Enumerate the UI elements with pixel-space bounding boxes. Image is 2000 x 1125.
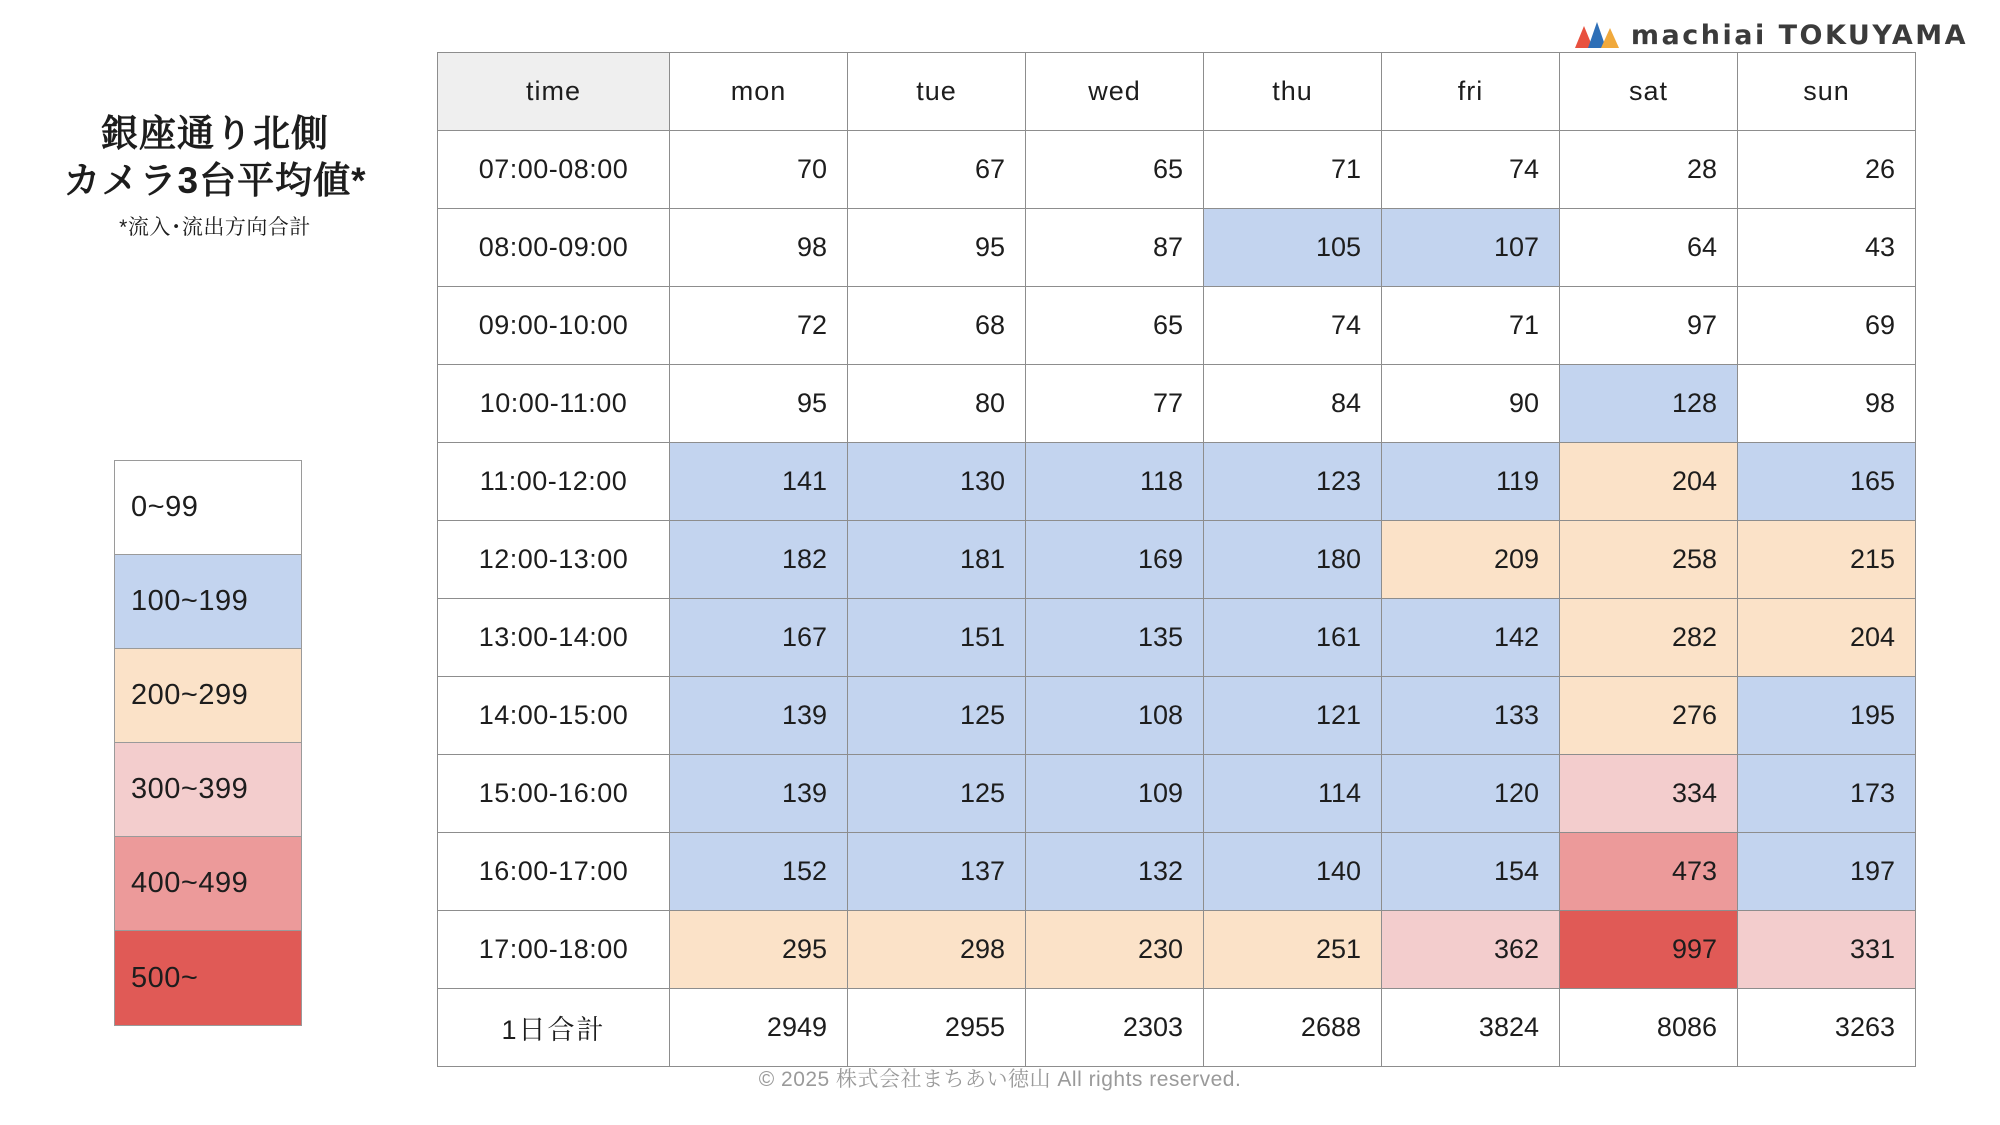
heatmap-table <box>437 52 1916 1067</box>
table-total-row <box>438 989 1916 1067</box>
heatmap-cell: 65 <box>1026 131 1204 209</box>
column-header-sat: sat <box>1560 53 1738 131</box>
total-cell: 8086 <box>1560 989 1738 1067</box>
heatmap-cell: 105 <box>1204 209 1382 287</box>
row-header-time: 14:00-15:00 <box>438 677 670 755</box>
heatmap-cell: 28 <box>1560 131 1738 209</box>
heatmap-cell: 70 <box>670 131 848 209</box>
table-row <box>438 209 1916 287</box>
heatmap-cell: 473 <box>1560 833 1738 911</box>
table-row <box>438 911 1916 989</box>
total-cell: 3263 <box>1738 989 1916 1067</box>
heatmap-cell: 133 <box>1382 677 1560 755</box>
legend-item-label: 300~399 <box>131 773 249 805</box>
heatmap-cell: 209 <box>1382 521 1560 599</box>
heatmap-cell: 114 <box>1204 755 1382 833</box>
heatmap-cell: 282 <box>1560 599 1738 677</box>
heatmap-cell: 71 <box>1204 131 1382 209</box>
heatmap-cell: 167 <box>670 599 848 677</box>
heatmap-cell: 65 <box>1026 287 1204 365</box>
row-header-time: 17:00-18:00 <box>438 911 670 989</box>
heatmap-cell: 182 <box>670 521 848 599</box>
column-header-time: time <box>438 53 670 131</box>
heatmap-cell: 295 <box>670 911 848 989</box>
heatmap-cell: 165 <box>1738 443 1916 521</box>
heatmap-cell: 195 <box>1738 677 1916 755</box>
heatmap-cell: 74 <box>1382 131 1560 209</box>
heatmap-cell: 180 <box>1204 521 1382 599</box>
heatmap-cell: 997 <box>1560 911 1738 989</box>
table-row <box>438 677 1916 755</box>
heatmap-cell: 154 <box>1382 833 1560 911</box>
brand-wordmark: machiai TOKUYAMA <box>1630 20 1968 51</box>
heatmap-cell: 258 <box>1560 521 1738 599</box>
total-cell: 2955 <box>848 989 1026 1067</box>
table-row <box>438 755 1916 833</box>
heatmap-cell: 98 <box>670 209 848 287</box>
heatmap-cell: 123 <box>1204 443 1382 521</box>
heatmap-cell: 141 <box>670 443 848 521</box>
heatmap-cell: 95 <box>848 209 1026 287</box>
row-header-time: 15:00-16:00 <box>438 755 670 833</box>
heatmap-cell: 87 <box>1026 209 1204 287</box>
legend-item-label: 500~ <box>131 961 199 994</box>
table-head <box>438 53 1916 131</box>
row-header-time: 08:00-09:00 <box>438 209 670 287</box>
heatmap-cell: 331 <box>1738 911 1916 989</box>
heatmap-cell: 142 <box>1382 599 1560 677</box>
page-title-line1: 銀座通り北側 <box>101 113 329 154</box>
table-header-row <box>438 53 1916 131</box>
legend-item-label: 100~199 <box>131 585 249 617</box>
legend-item <box>115 555 301 649</box>
heatmap-cell: 169 <box>1026 521 1204 599</box>
heatmap-cell: 276 <box>1560 677 1738 755</box>
heatmap-cell: 135 <box>1026 599 1204 677</box>
table-body <box>438 131 1916 1067</box>
heatmap-cell: 69 <box>1738 287 1916 365</box>
heatmap-cell: 139 <box>670 677 848 755</box>
heatmap-cell: 204 <box>1560 443 1738 521</box>
heatmap-cell: 139 <box>670 755 848 833</box>
column-header-wed: wed <box>1026 53 1204 131</box>
row-header-time: 07:00-08:00 <box>438 131 670 209</box>
total-row-label: 1日合計 <box>438 989 670 1067</box>
total-cell: 3824 <box>1382 989 1560 1067</box>
heatmap-cell: 152 <box>670 833 848 911</box>
column-header-tue: tue <box>848 53 1026 131</box>
table-row <box>438 443 1916 521</box>
heatmap-cell: 43 <box>1738 209 1916 287</box>
heatmap-cell: 215 <box>1738 521 1916 599</box>
heatmap-cell: 67 <box>848 131 1026 209</box>
table-row <box>438 131 1916 209</box>
heatmap-cell: 230 <box>1026 911 1204 989</box>
legend-item <box>115 649 301 743</box>
heatmap-cell: 107 <box>1382 209 1560 287</box>
total-cell: 2949 <box>670 989 848 1067</box>
page-title-line2: カメラ3台平均値* <box>63 160 367 202</box>
legend-item <box>115 461 301 555</box>
heatmap-cell: 80 <box>848 365 1026 443</box>
heatmap-cell: 97 <box>1560 287 1738 365</box>
heatmap-cell: 118 <box>1026 443 1204 521</box>
mountain-logo-icon <box>1575 18 1619 53</box>
copyright-footer: © 2025 株式会社まちあい徳山 All rights reserved. <box>758 1068 1242 1091</box>
heatmap-cell: 125 <box>848 677 1026 755</box>
heatmap-cell: 71 <box>1382 287 1560 365</box>
table-row <box>438 833 1916 911</box>
title-block <box>0 110 430 241</box>
heatmap-cell: 68 <box>848 287 1026 365</box>
brand-logo <box>1575 18 1968 53</box>
table-row <box>438 365 1916 443</box>
heatmap-cell: 95 <box>670 365 848 443</box>
heatmap-cell: 204 <box>1738 599 1916 677</box>
heatmap-cell: 137 <box>848 833 1026 911</box>
column-header-fri: fri <box>1382 53 1560 131</box>
heatmap-cell: 151 <box>848 599 1026 677</box>
page-title-note: *流入･流出方向合計 <box>119 215 311 239</box>
heatmap-cell: 251 <box>1204 911 1382 989</box>
heatmap-cell: 181 <box>848 521 1026 599</box>
row-header-time: 11:00-12:00 <box>438 443 670 521</box>
heatmap-cell: 84 <box>1204 365 1382 443</box>
heatmap-cell: 64 <box>1560 209 1738 287</box>
heatmap-cell: 125 <box>848 755 1026 833</box>
heatmap-cell: 362 <box>1382 911 1560 989</box>
total-cell: 2688 <box>1204 989 1382 1067</box>
left-panel <box>0 0 430 1125</box>
legend-item-label: 0~99 <box>131 491 199 523</box>
column-header-mon: mon <box>670 53 848 131</box>
row-header-time: 12:00-13:00 <box>438 521 670 599</box>
heatmap-cell: 197 <box>1738 833 1916 911</box>
heatmap-cell: 120 <box>1382 755 1560 833</box>
table-row <box>438 287 1916 365</box>
total-cell: 2303 <box>1026 989 1204 1067</box>
table-row <box>438 599 1916 677</box>
heatmap-cell: 121 <box>1204 677 1382 755</box>
heatmap-cell: 161 <box>1204 599 1382 677</box>
heatmap-cell: 130 <box>848 443 1026 521</box>
legend-item-label: 400~499 <box>131 867 249 899</box>
column-header-sun: sun <box>1738 53 1916 131</box>
row-header-time: 13:00-14:00 <box>438 599 670 677</box>
heatmap-cell: 298 <box>848 911 1026 989</box>
row-header-time: 09:00-10:00 <box>438 287 670 365</box>
row-header-time: 10:00-11:00 <box>438 365 670 443</box>
heatmap-cell: 108 <box>1026 677 1204 755</box>
legend-item <box>115 837 301 931</box>
heatmap-cell: 128 <box>1560 365 1738 443</box>
heatmap-cell: 334 <box>1560 755 1738 833</box>
heatmap-cell: 98 <box>1738 365 1916 443</box>
legend-item-label: 200~299 <box>131 679 249 711</box>
heatmap-cell: 109 <box>1026 755 1204 833</box>
heatmap-table-container <box>437 52 1916 1067</box>
heatmap-cell: 90 <box>1382 365 1560 443</box>
row-header-time: 16:00-17:00 <box>438 833 670 911</box>
heatmap-cell: 74 <box>1204 287 1382 365</box>
heatmap-cell: 132 <box>1026 833 1204 911</box>
legend-item <box>115 743 301 837</box>
heatmap-cell: 26 <box>1738 131 1916 209</box>
column-header-thu: thu <box>1204 53 1382 131</box>
legend-item <box>115 931 301 1025</box>
heatmap-cell: 72 <box>670 287 848 365</box>
heatmap-cell: 173 <box>1738 755 1916 833</box>
heatmap-cell: 140 <box>1204 833 1382 911</box>
table-row <box>438 521 1916 599</box>
heatmap-cell: 119 <box>1382 443 1560 521</box>
heatmap-cell: 77 <box>1026 365 1204 443</box>
legend <box>114 460 302 1026</box>
